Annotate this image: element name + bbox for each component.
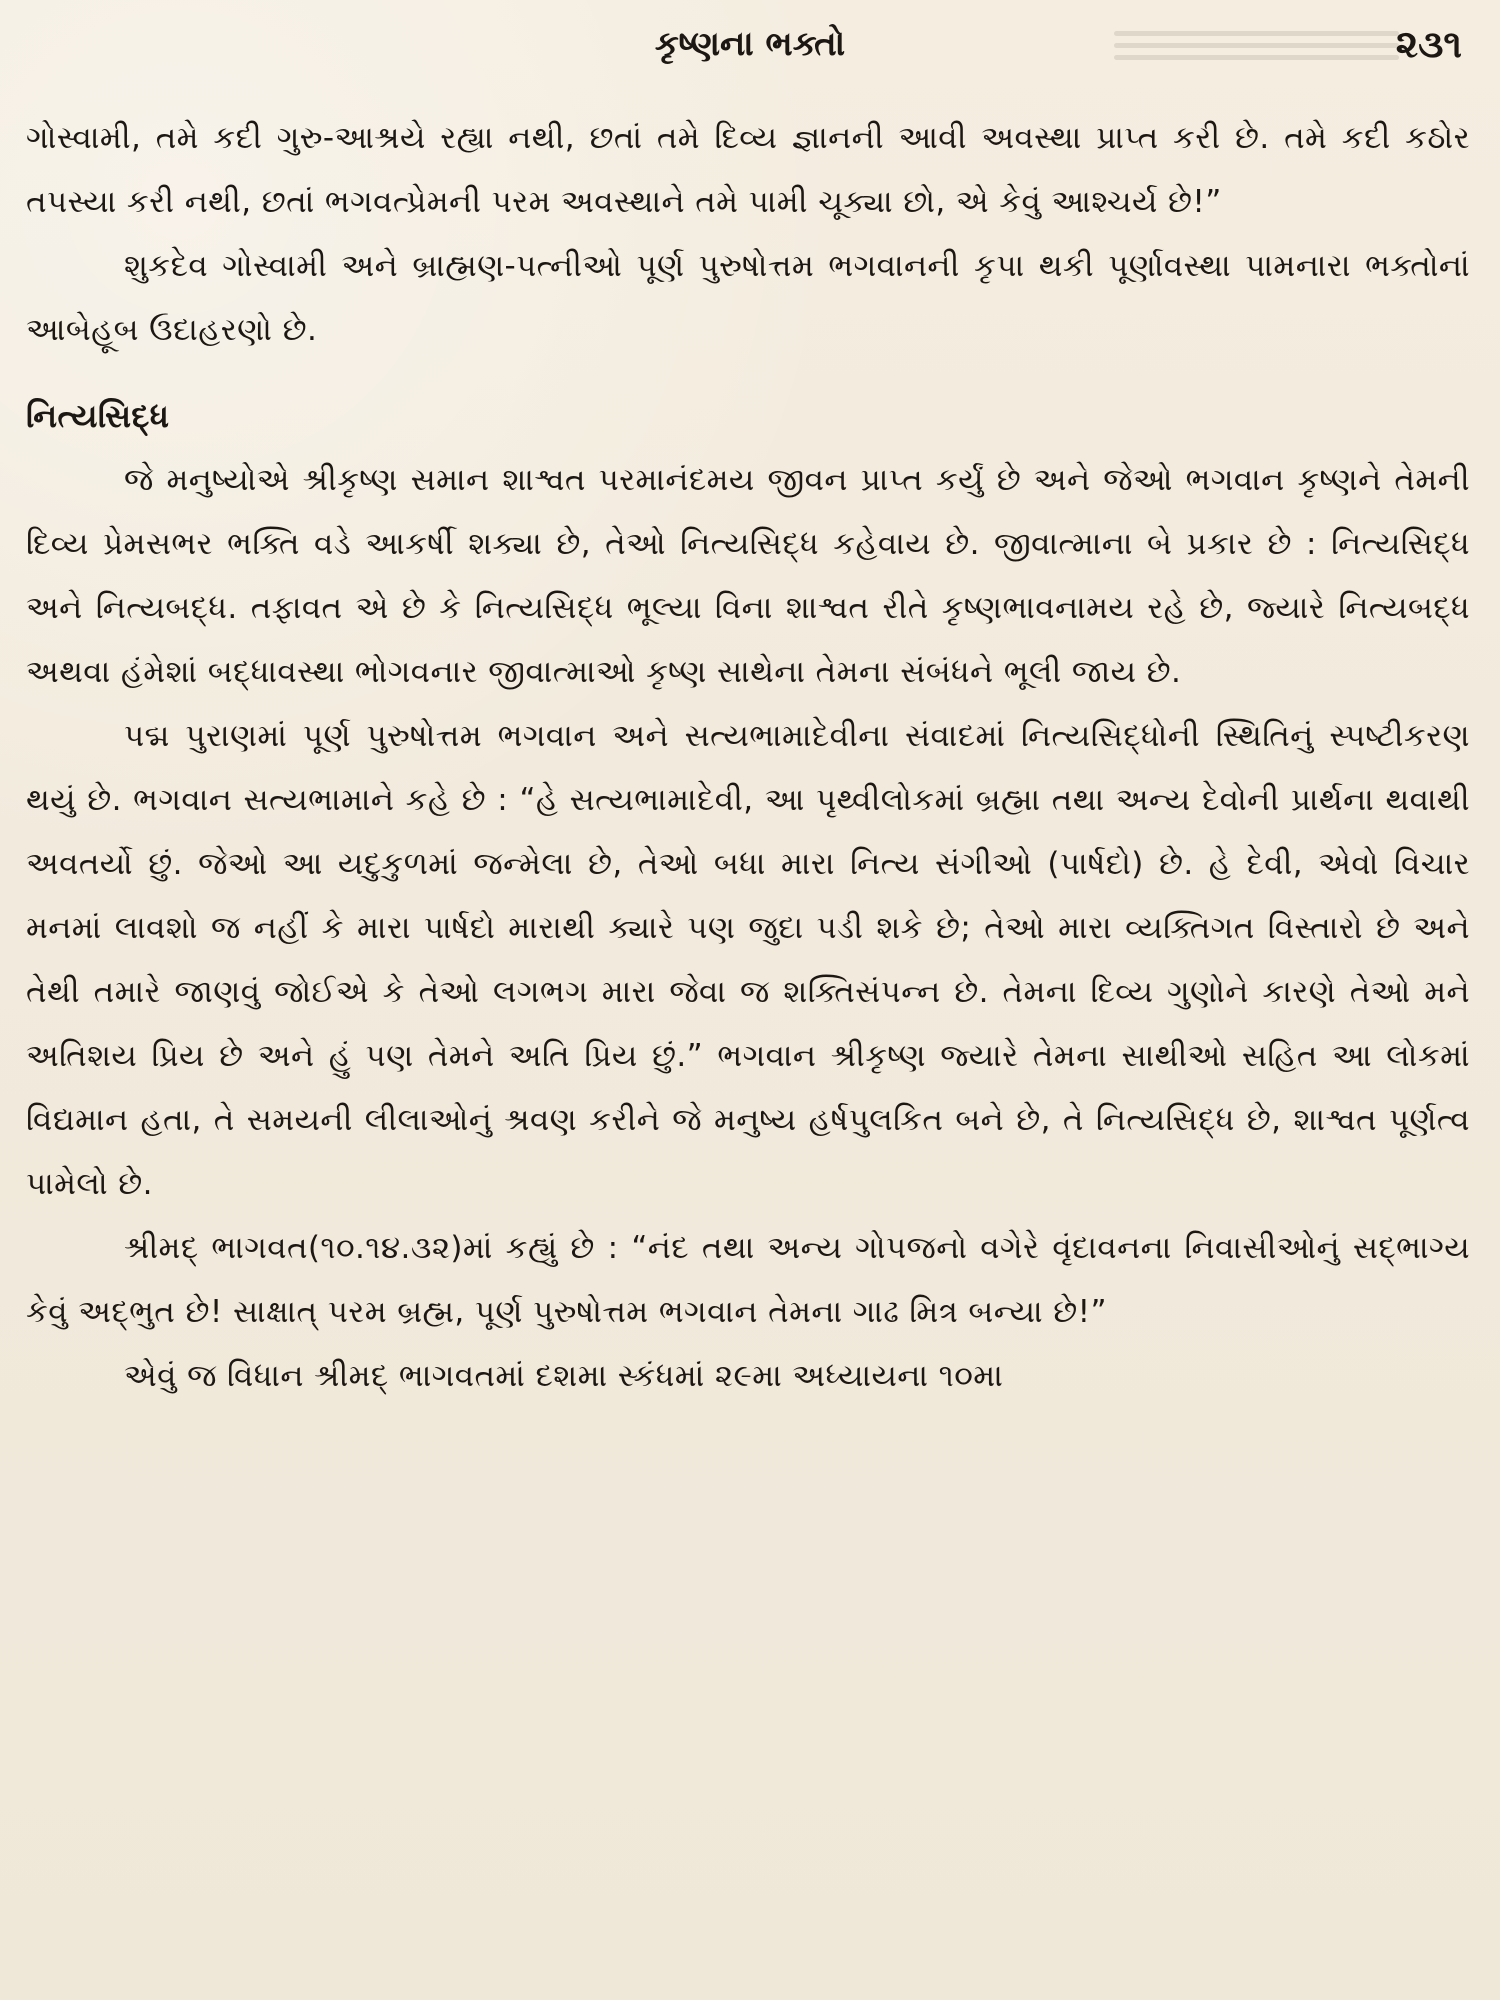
paragraph-final-line: એવું જ વિધાન શ્રીમદ્ ભાગવતમાં દશમા સ્કંધમાં ૨૯મા અધ્યાયના ૧૦મા <box>124 1358 1004 1394</box>
section-title: નિત્યસિદ્ધ <box>26 397 170 435</box>
top-spacer <box>26 88 1474 106</box>
paragraph-continuation: ગોસ્વામી, તમે કદી ગુરુ-આશ્રયે રહ્યા નથી, છતાં તમે દિવ્ય જ્ઞાનની આવી અવસ્થા પ્રાપ્ત કરી છે. તમે કદી કઠોર તપસ્યા કરી નથી, છતાં ભગવત્પ્રેમની પરમ અવસ્થાને તમે પામી ચૂક્યા છો, એ કેવું આશ્ચર્ય છે!” <box>26 120 1470 220</box>
page-content <box>26 106 1470 1408</box>
paragraph-bhagavatam-quote: શ્રીમદ્ ભાગવત(૧૦.૧૪.૩૨)માં કહ્યું છે : “નંદ તથા અન્ય ગોપજનો વગેરે વૃંદાવનના નિવાસીઓનું સદ્ભાગ્ય કેવું અદ્ભુત છે! સાક્ષાત્ પરમ બ્રહ્મ, પૂર્ણ પુરુષોત્તમ ભગવાન તેમના ગાઢ મિત્ર બન્યા છે!” <box>26 1230 1470 1330</box>
running-title: કૃષ્ણના ભક્તો <box>654 24 846 64</box>
paragraph-nityasiddha-definition: જે મનુષ્યોએ શ્રીકૃષ્ણ સમાન શાશ્વત પરમાનંદમય જીવન પ્રાપ્ત કર્યું છે અને જેઓ ભગવાન કૃષ્ણને તેમની દિવ્ય પ્રેમસભર ભક્તિ વડે આકર્ષી શક્યા છે, તેઓ નિત્યસિદ્ધ કહેવાય છે. જીવાત્માના બે પ્રકાર છે : નિત્યસિદ્ધ અને નિત્યબદ્ધ. તફાવત એ છે કે નિત્યસિદ્ધ ભૂલ્યા વિના શાશ્વત રીતે કૃષ્ણભાવનામય રહે છે, જ્યારે નિત્યબદ્ધ અથવા હંમેશાં બદ્ધાવસ્થા ભોગવનાર જીવાત્માઓ કૃષ્ણ સાથેના તેમના સંબંધને ભૂલી જાય છે. <box>26 462 1470 690</box>
page-number: ૨૩૧ <box>1395 22 1462 66</box>
paragraph-padma-purana: પદ્મ પુરાણમાં પૂર્ણ પુરુષોત્તમ ભગવાન અને સત્યભામાદેવીના સંવાદમાં નિત્યસિદ્ધોની સ્થિતિનું સ્પષ્ટીકરણ થયું છે. ભગવાન સત્યભામાને કહે છે : “હે સત્યભામાદેવી, આ પૃથ્વીલોકમાં બ્રહ્મા તથા અન્ય દેવોની પ્રાર્થના થવાથી અવતર્યો છું. જેઓ આ યદુકુળમાં જન્મેલા છે, તેઓ બધા મારા નિત્ય સંગીઓ (પાર્ષદો) છે. હે દેવી, એવો વિચાર મનમાં લાવશો જ નહીં કે મારા પાર્ષદો મારાથી ક્યારે પણ જુદા પડી શકે છે; તેઓ મારા વ્યક્તિગત વિસ્તારો છે અને તેથી તમારે જાણવું જોઈએ કે તેઓ લગભગ મારા જેવા જ શક્તિસંપન્ન છે. તેમના દિવ્ય ગુણોને કારણે તેઓ મને અતિશય પ્રિય છે અને હું પણ તેમને અતિ પ્રિય છું.” ભગવાન શ્રીકૃષ્ણ જ્યારે તેમના સાથીઓ સહિત આ લોકમાં વિદ્યમાન હતા, તે સમયની લીલાઓનું શ્રવણ કરીને જે મનુષ્ય હર્ષપુલકિત બને છે, તે નિત્યસિદ્ધ છે, શાશ્વત પૂર્ણત્વ પામેલો છે. <box>26 718 1470 1202</box>
page-header <box>26 18 1474 88</box>
paragraph-shukadeva: શુકદેવ ગોસ્વામી અને બ્રાહ્મણ-પત્નીઓ પૂર્ણ પુરુષોત્તમ ભગવાનની કૃપા થકી પૂર્ણાવસ્થા પામનારા ભક્તોનાં આબેહૂબ ઉદાહરણો છે. <box>26 248 1470 348</box>
